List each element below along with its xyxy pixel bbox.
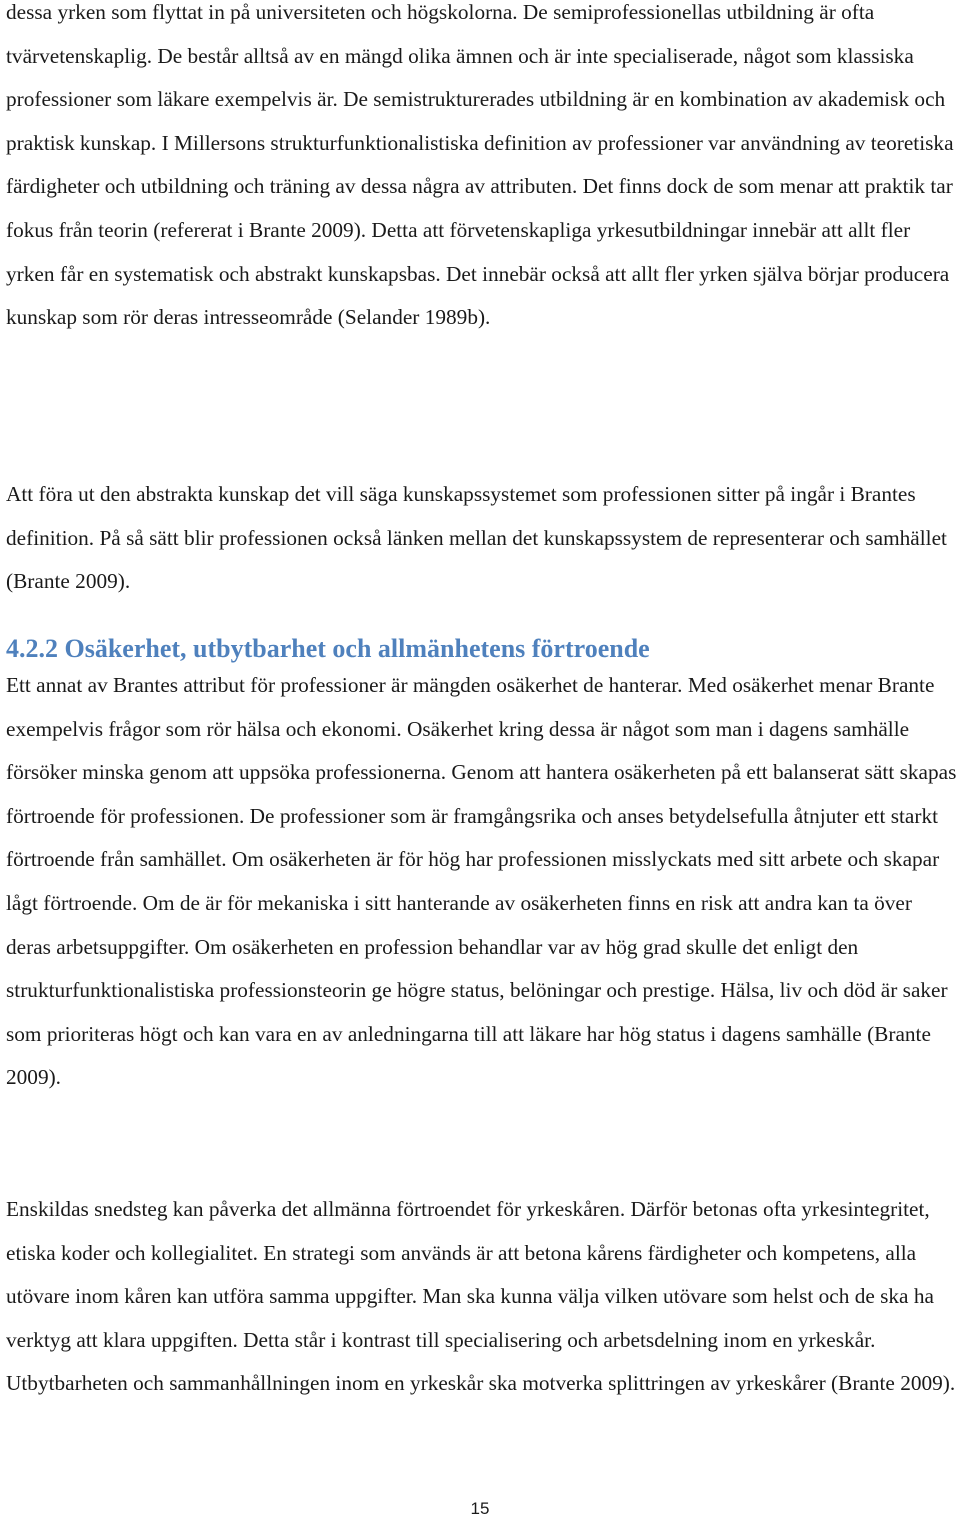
paragraph-3-line: Genom att hantera osäkerheten på ett balanserat sätt skapas förtroende för professionen. De <box>6 760 957 828</box>
paragraph-1-line: specialiserade, något som klassiska professioner som läkare exempelvis är. De <box>6 43 914 112</box>
paragraph-3-line: lågt förtroende. Om de är för mekaniska i sitt hanterande av osäkerheten finns en risk att <box>6 890 760 915</box>
paragraph-4-line: sammanhållningen inom en yrkeskår ska motverka splittringen av yrkeskårer (Brante 2009). <box>169 1371 956 1396</box>
paragraph-1-line: innebär också att allt fler yrken själva börjar producera kunskap som rör deras intresseområde <box>6 261 950 330</box>
paragraph-1-line: semistrukturerades utbildning är en kombination av akademisk och praktisk kunskap. I <box>6 87 946 155</box>
paragraph-1-line: Millersons strukturfunktionalistiska definition av professioner var användning av teoretiska <box>174 130 954 155</box>
paragraph-1-line: färdigheter och utbildning och träning av dessa några av attributen. Det finns dock de som <box>6 174 775 199</box>
paragraph-4-line: kunna välja vilken utövare som helst och de ska ha verktyg att klara uppgiften. Detta står i <box>6 1284 934 1352</box>
paragraph-3-line: samhället. Om osäkerheten är för hög har professionen misslyckats med sitt arbete och skapar <box>139 847 940 872</box>
paragraph-4-line: yrkesintegritet, etiska koder och kollegialitet. En strategi som används är att betona kårens <box>6 1197 930 1265</box>
paragraph-1 <box>6 0 958 340</box>
paragraph-1-line: (Selander 1989b). <box>337 305 491 330</box>
paragraph-4 <box>6 1188 958 1406</box>
paragraph-1-line: yrkesutbildningar innebär att allt fler yrken får en systematisk och abstrakt kunskapsbas. Det <box>6 217 911 286</box>
paragraph-3-line: Ett annat av Brantes attribut för professioner är mängden osäkerhet de hanterar. Med <box>6 673 727 697</box>
paragraph-1-line: utbildning är ofta tvärvetenskaplig. De består alltså av en mängd olika ämnen och är inte <box>6 0 875 68</box>
paragraph-4-line: Enskildas snedsteg kan påverka det allmänna förtroendet för yrkeskåren. Därför betonas ofta <box>6 1197 797 1221</box>
paragraph-3-line: är något som man i dagens samhälle försöker minska genom att uppsöka professionerna. <box>6 716 910 785</box>
paragraph-3-line: osäkerhet menar Brante exempelvis frågor som rör hälsa och ekonomi. Osäkerhet kring dessa <box>6 673 935 741</box>
paragraph-3-line: professioner som är framgångsrika och anses betydelsefulla åtnjuter ett starkt förtroende från <box>6 803 939 872</box>
page-number: 15 <box>470 1499 490 1518</box>
paragraph-3-line: grad skulle det enligt den strukturfunktionalistiska professionsteorin ge högre status, <box>6 934 859 1003</box>
paragraph-2-line: kunskapssystem de representerar och samhället (Brante 2009). <box>6 525 947 594</box>
paragraph-1-line: dessa yrken som flyttat in på universiteten och högskolorna. De semiprofessionellas <box>6 0 722 24</box>
paragraph-2-line: ingår i Brantes definition. På så sätt blir professionen också länken mellan det <box>6 482 916 550</box>
section-heading: 4.2.2 Osäkerhet, utbytbarhet och allmänhetens förtroende <box>6 634 650 663</box>
paragraph-3-line: belöningar och prestige. Hälsa, liv och död är saker som prioriteras högt och kan vara en av <box>6 978 948 1046</box>
paragraph-4-line: kontrast till specialisering och arbetsdelning inom en yrkeskår. Utbytbarheten och <box>6 1327 876 1396</box>
paragraph-3 <box>6 664 958 1100</box>
paragraph-2-line: Att föra ut den abstrakta kunskap det vill säga kunskapssystemet som professionen sitter på <box>6 482 785 506</box>
paragraph-3-line: anledningarna till att läkare har hög status i dagens samhälle (Brante 2009). <box>6 1021 931 1090</box>
paragraph-4-line: färdigheter och kompetens, alla utövare inom kåren kan utföra samma uppgifter. Man ska <box>6 1240 917 1309</box>
paragraph-2 <box>6 473 958 604</box>
paragraph-1-line: menar att praktik tar fokus från teorin (refererat i Brante 2009). Detta att förvetenskapliga <box>6 174 953 242</box>
paragraph-3-line: andra kan ta över deras arbetsuppgifter. Om osäkerheten en profession behandlar var av hög <box>6 890 912 959</box>
